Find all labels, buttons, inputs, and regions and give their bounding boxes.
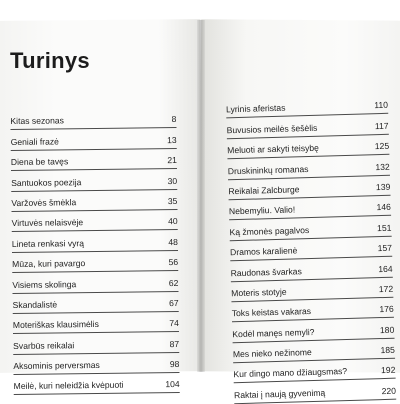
toc-entry[interactable] — [234, 379, 397, 404]
toc-entry-page: 13 — [167, 134, 177, 145]
toc-entry-title: Skandalistė — [12, 299, 58, 310]
toc-right-list — [226, 94, 396, 404]
toc-entry-title: Buvusios meilės šešėlis — [226, 122, 318, 136]
toc-entry-title: Meluoti ar sakyti teisybę — [227, 142, 320, 156]
toc-entry-page: 62 — [168, 277, 179, 288]
toc-entry[interactable] — [14, 373, 180, 395]
toc-entry-title: Meilė, kuri neleidžia kvėpuoti — [13, 380, 124, 392]
toc-entry-title: Kitas sezonas — [10, 115, 64, 127]
toc-entry[interactable] — [13, 353, 179, 375]
toc-entry-title: Kodėl manęs nemyli? — [232, 326, 315, 339]
toc-entry[interactable] — [13, 291, 179, 313]
toc-entry-title: Moteris stotyje — [231, 286, 287, 299]
toc-entry-page: 185 — [380, 344, 395, 356]
toc-entry-page: 87 — [169, 338, 180, 349]
toc-entry-page: 157 — [377, 242, 393, 254]
toc-entry-title: Lyrinis aferistas — [225, 103, 286, 115]
toc-entry-page: 176 — [379, 304, 394, 315]
toc-entry[interactable] — [12, 271, 178, 293]
toc-entry-page: 192 — [380, 365, 396, 376]
toc-entry-page: 117 — [374, 120, 389, 131]
toc-entry-page: 172 — [378, 283, 394, 295]
toc-entry-page: 180 — [379, 324, 395, 335]
toc-entry[interactable] — [11, 128, 177, 150]
toc-entry-title: Mūza, kuri pavargo — [12, 258, 86, 270]
toc-entry-title: Visiems skolinga — [12, 278, 77, 290]
toc-entry-page: 151 — [376, 222, 392, 233]
toc-entry-page: 220 — [381, 385, 397, 396]
toc-entry-page: 110 — [374, 100, 389, 111]
toc-entry-title: Toks keistas vakaras — [231, 306, 312, 319]
toc-entry[interactable] — [13, 312, 179, 334]
toc-entry-title: Virtuvės nelaisvėje — [11, 217, 84, 229]
toc-left-list — [10, 108, 179, 395]
toc-entry-page: 98 — [169, 359, 180, 370]
toc-entry-title: Nebemyliu. Valio! — [228, 204, 296, 217]
toc-entry-page: 74 — [169, 318, 179, 329]
toc-entry-page: 21 — [167, 155, 177, 166]
toc-entry-title: Santuokos poezija — [11, 176, 82, 188]
toc-entry-page: 67 — [169, 297, 179, 309]
toc-entry-title: Raktai į naują gyvenimą — [233, 387, 326, 401]
toc-entry-page: 56 — [168, 257, 179, 268]
toc-entry-title: Reikalai Zalcburge — [228, 184, 300, 197]
toc-entry-title: Druskininkų romanas — [227, 163, 309, 176]
toc-entry-title: Svarbūs reikalai — [13, 339, 75, 351]
toc-entry[interactable] — [10, 108, 176, 130]
toc-entry-title: Ką žmonės pagalvos — [229, 224, 310, 238]
toc-entry-title: Diena be tavęs — [10, 156, 69, 168]
toc-entry[interactable] — [12, 251, 178, 273]
toc-entry-title: Lineta renkasi vyrą — [11, 237, 85, 249]
book-gutter — [197, 20, 205, 372]
toc-entry[interactable] — [12, 210, 178, 232]
toc-entry[interactable] — [11, 190, 177, 212]
toc-title: Turinys — [10, 48, 90, 73]
toc-entry-page: 8 — [171, 114, 177, 125]
toc-entry-title: Varžovės šmėkla — [11, 197, 77, 208]
toc-entry-title: Geniali frazė — [10, 136, 59, 147]
toc-entry-title: Moteriškas klausimėlis — [12, 319, 99, 331]
toc-entry[interactable] — [11, 149, 177, 171]
toc-entry-title: Aksominis perversmas — [13, 360, 100, 372]
toc-entry-page: 132 — [375, 161, 390, 172]
toc-entry-title: Dramos karalienė — [229, 245, 298, 258]
toc-entry-page: 104 — [165, 379, 180, 390]
toc-entry-page: 48 — [168, 236, 178, 247]
toc-entry-page: 125 — [374, 140, 390, 152]
toc-entry-page: 35 — [167, 195, 178, 207]
toc-entry[interactable] — [11, 169, 177, 191]
toc-entry-title: Kur dingo mano džiaugsmas? — [233, 366, 348, 380]
toc-entry-page: 139 — [375, 181, 391, 193]
toc-entry[interactable] — [12, 230, 178, 252]
toc-entry-page: 30 — [167, 175, 178, 186]
toc-entry[interactable] — [13, 332, 179, 354]
toc-entry-title: Mes nieko nežinome — [232, 347, 312, 360]
toc-entry-page: 146 — [376, 202, 392, 213]
toc-entry-page: 164 — [378, 263, 393, 274]
toc-entry-title: Raudonas švarkas — [230, 265, 302, 278]
toc-entry-page: 40 — [168, 216, 178, 227]
